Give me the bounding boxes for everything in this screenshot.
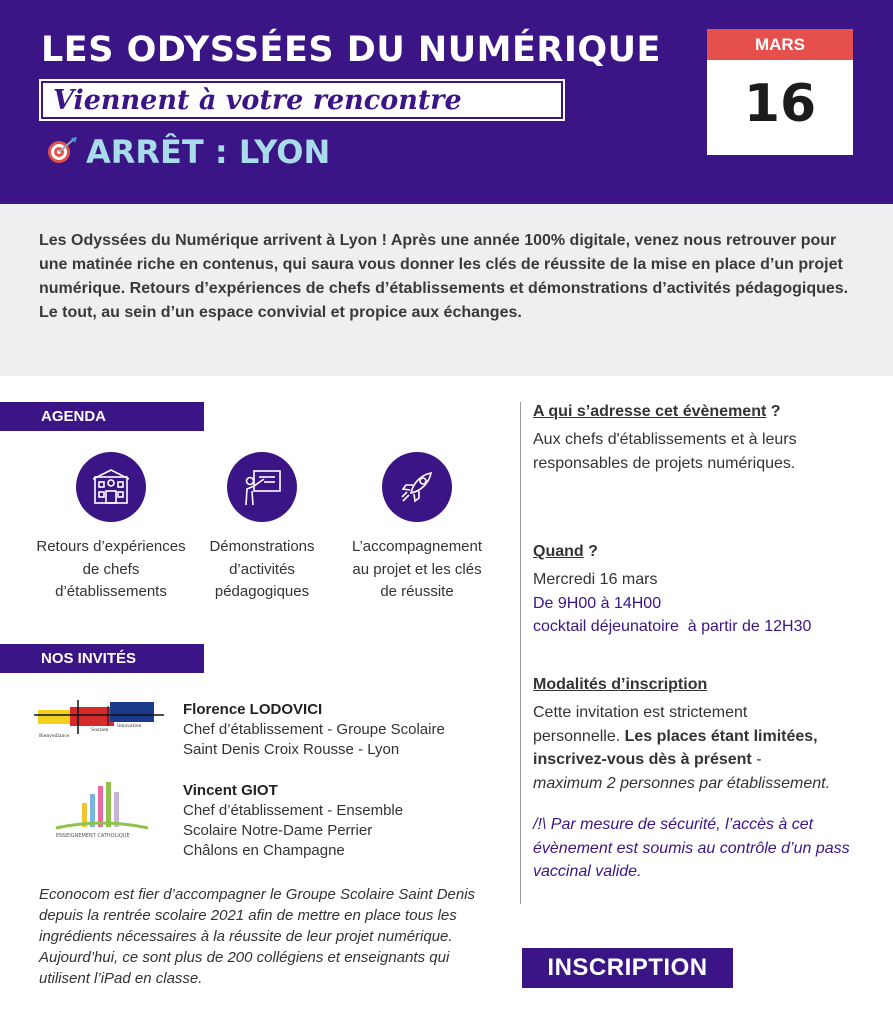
security-notice: /!\ Par mesure de sécurité, l’accès à cet évènement est soumis au contrôle d’un pass vaccinal valide.	[533, 816, 850, 880]
presentation-board-icon	[227, 452, 297, 522]
event-time: De 9H00 à 14H00	[533, 594, 662, 612]
enseignement-catholique-logo	[52, 778, 152, 845]
logo-word: Innovation	[117, 724, 142, 729]
guest-role-line: Châlons en Champagne	[183, 842, 345, 859]
logo-word: Soutien	[91, 728, 109, 733]
guest-name: Vincent GIOT	[183, 782, 278, 799]
event-date: Mercredi 16 mars	[533, 571, 658, 588]
event-subtitle: Viennent à votre rencontre	[53, 85, 462, 116]
header-banner	[0, 0, 893, 204]
event-cocktail: cocktail déjeunatoire à partir de 12H30	[533, 618, 812, 635]
saint-denis-logo	[34, 698, 164, 745]
event-title: LES ODYSSÉES DU NUMÉRIQUE	[41, 30, 661, 70]
logo-word: ENSEIGNEMENT CATHOLIQUE	[56, 833, 130, 839]
guest-role-line: Scolaire Notre-Dame Perrier	[183, 822, 373, 839]
when-details	[533, 568, 878, 639]
calendar-day: 16	[743, 74, 817, 134]
logo-word: Bienveillance	[39, 734, 70, 739]
audience-text: Aux chefs d'établissements et à leurs responsables de projets numériques.	[533, 431, 797, 472]
agenda-item	[187, 452, 337, 604]
audience-block	[533, 401, 878, 475]
inscription-button[interactable]: INSCRIPTION	[522, 948, 733, 988]
agenda-item-label: L’accompagnement au projet et les clés de réussite	[351, 538, 483, 600]
guest-role-line: Chef d’établissement - Groupe Scolaire	[183, 721, 445, 738]
guest-role-line: Saint Denis Croix Rousse - Lyon	[183, 741, 400, 758]
column-divider	[520, 402, 521, 904]
registration-block	[533, 674, 878, 884]
intro-text: Les Odyssées du Numérique arrivent à Lyon ! Après une année 100% digitale, venez nous retrouver pour une matinée riche en contenus, qui saura vous donner les clés de réussite de la mise en place d’un projet numérique. Retours d’expériences de chefs d’établissements et démonstrations d’activités pédagogiques. Le tout, au sein d’un espace convivial et propice aux échanges.	[39, 232, 849, 321]
school-building-icon	[76, 452, 146, 522]
intro-section	[0, 204, 893, 376]
guest-card	[183, 700, 445, 760]
guests-heading: NOS INVITÉS	[0, 644, 204, 673]
audience-heading: A qui s’adresse cet évènement ?	[533, 403, 781, 420]
rocket-icon	[382, 452, 452, 522]
agenda-item	[342, 452, 492, 604]
agenda-item	[36, 452, 186, 604]
agenda-heading: AGENDA	[0, 402, 204, 431]
when-heading: Quand ?	[533, 543, 598, 560]
guest-role-line: Chef d’établissement - Ensemble	[183, 802, 404, 819]
stop-line	[44, 133, 330, 171]
agenda-item-label: Retours d’expériences de chefs d’établissements	[36, 538, 186, 600]
registration-text: Cette invitation est strictement personnelle. Les places étant limitées, inscrivez-vous dès à présent - maximum 2 personnes par établissement.	[533, 704, 831, 792]
econocom-note: Econocom est fier d’accompagner le Groupe Scolaire Saint Denis depuis la rentrée scolaire 2021 afin de mettre en place tous les ingrédients nécessaires à la réussite de leur projet numérique. Aujourd’hui, ce sont plus de 200 collégiens et enseignants qui utilisent l’iPad en classe.	[39, 886, 476, 987]
registration-heading: Modalités d’inscription	[533, 676, 708, 693]
stop-label: ARRÊT : LYON	[86, 133, 331, 171]
guest-card	[183, 781, 403, 861]
agenda-item-label: Démonstrations d’activités pédagogiques	[209, 538, 315, 600]
event-subtitle-box	[41, 81, 563, 119]
calendar-month: MARS	[707, 29, 853, 60]
guest-name: Florence LODOVICI	[183, 701, 323, 718]
calendar-badge	[707, 29, 853, 155]
target-dart-icon	[44, 135, 78, 170]
when-block	[533, 541, 878, 639]
